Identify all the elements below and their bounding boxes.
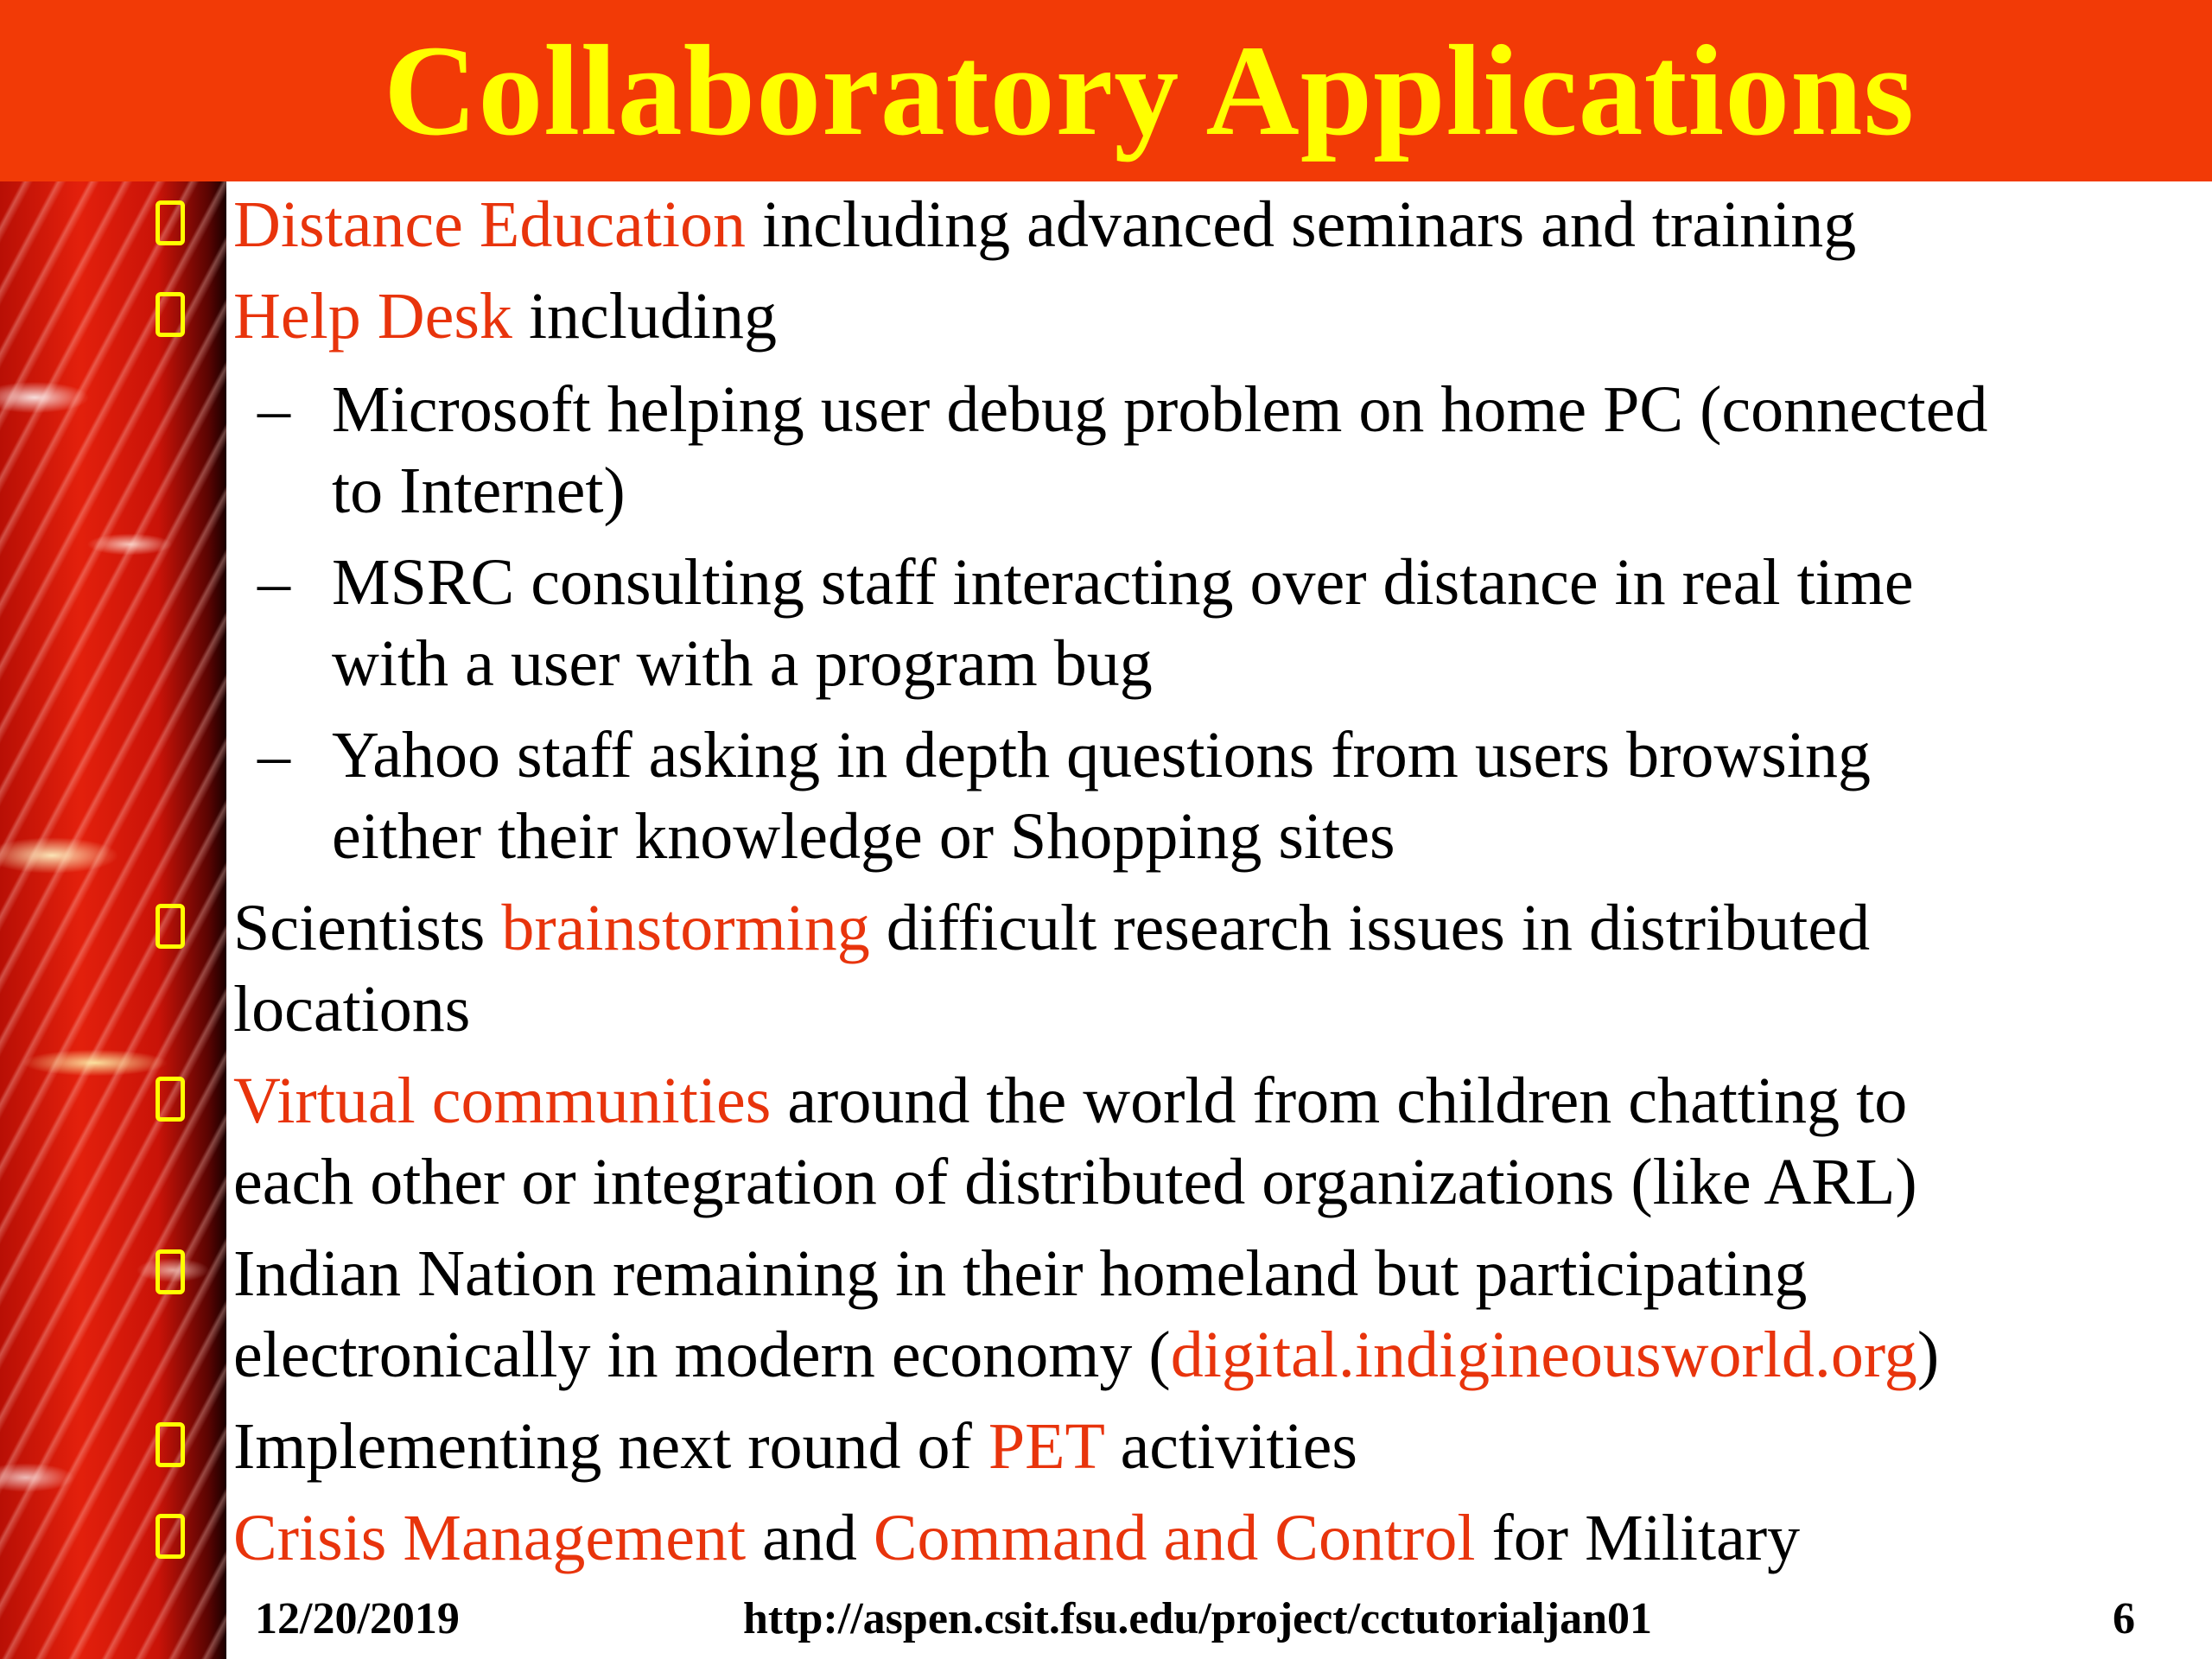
footer-url[interactable]: http://aspen.csit.fsu.edu/project/cctutorialjan01 — [743, 1594, 1652, 1643]
bullet-crisis-management — [233, 1502, 1801, 1574]
dash-marker: – — [257, 546, 290, 619]
dash-marker: – — [257, 719, 290, 791]
highlight-text: Help Desk — [233, 280, 512, 353]
bullet-icon — [156, 292, 185, 337]
bullet-icon — [156, 1077, 185, 1122]
bullet-help-desk — [233, 280, 778, 353]
dash-marker: – — [257, 373, 290, 446]
body-text: difficult research issues in distributed — [869, 892, 1871, 964]
highlight-text: Distance Education — [233, 188, 747, 261]
bullet-virtual-communities-line2: each other or integration of distributed organizations (like ARL) — [233, 1146, 1917, 1218]
slide-title: Collaboratory Applications — [384, 19, 1915, 162]
bullet-scientists-line2: locations — [233, 973, 471, 1046]
body-text: activities — [1103, 1410, 1357, 1483]
bullet-virtual-communities-line1 — [233, 1065, 1908, 1137]
sub-bullet-msrc-line2: with a user with a program bug — [332, 627, 1153, 700]
highlight-text: brainstorming — [501, 892, 870, 964]
sub-bullet-microsoft-line1: Microsoft helping user debug problem on home PC (connected — [332, 373, 1988, 446]
body-text: Implementing next round of — [233, 1410, 988, 1483]
bullet-indian-nation-line2 — [233, 1319, 1940, 1391]
body-text: Scientists — [233, 892, 502, 964]
body-text: including advanced seminars and training — [746, 188, 1857, 261]
body-text: ) — [1916, 1319, 1940, 1391]
sub-bullet-yahoo-line1: Yahoo staff asking in depth questions from users browsing — [332, 719, 1871, 791]
bullet-icon — [156, 200, 185, 245]
bullet-icon — [156, 1514, 185, 1559]
bullet-indian-nation-line1: Indian Nation remaining in their homeland but participating — [233, 1237, 1808, 1310]
bullet-pet — [233, 1410, 1357, 1483]
highlight-text: Crisis Management — [233, 1502, 747, 1574]
bullet-icon — [156, 904, 185, 949]
body-text: around the world from children chatting to — [771, 1065, 1908, 1137]
bullet-scientists-line1 — [233, 892, 1871, 964]
bullet-icon — [156, 1422, 185, 1467]
body-text: for Military — [1475, 1502, 1801, 1574]
sub-bullet-msrc-line1: MSRC consulting staff interacting over distance in real time — [332, 546, 1914, 619]
highlight-text: Command and Control — [873, 1502, 1476, 1574]
body-text: and — [746, 1502, 874, 1574]
footer-date: 12/20/2019 — [255, 1594, 460, 1643]
body-text: electronically in modern economy ( — [233, 1319, 1171, 1391]
bullet-icon — [156, 1249, 185, 1294]
body-text: including — [512, 280, 778, 353]
sub-bullet-yahoo-line2: either their knowledge or Shopping sites — [332, 800, 1395, 873]
highlight-text: PET — [988, 1410, 1104, 1483]
website-link[interactable]: digital.indigineousworld.org — [1170, 1319, 1917, 1391]
highlight-text: Virtual communities — [233, 1065, 772, 1137]
sub-bullet-microsoft-line2: to Internet) — [332, 454, 626, 527]
footer-page-number: 6 — [2113, 1594, 2135, 1643]
bullet-distance-education — [233, 188, 1857, 261]
